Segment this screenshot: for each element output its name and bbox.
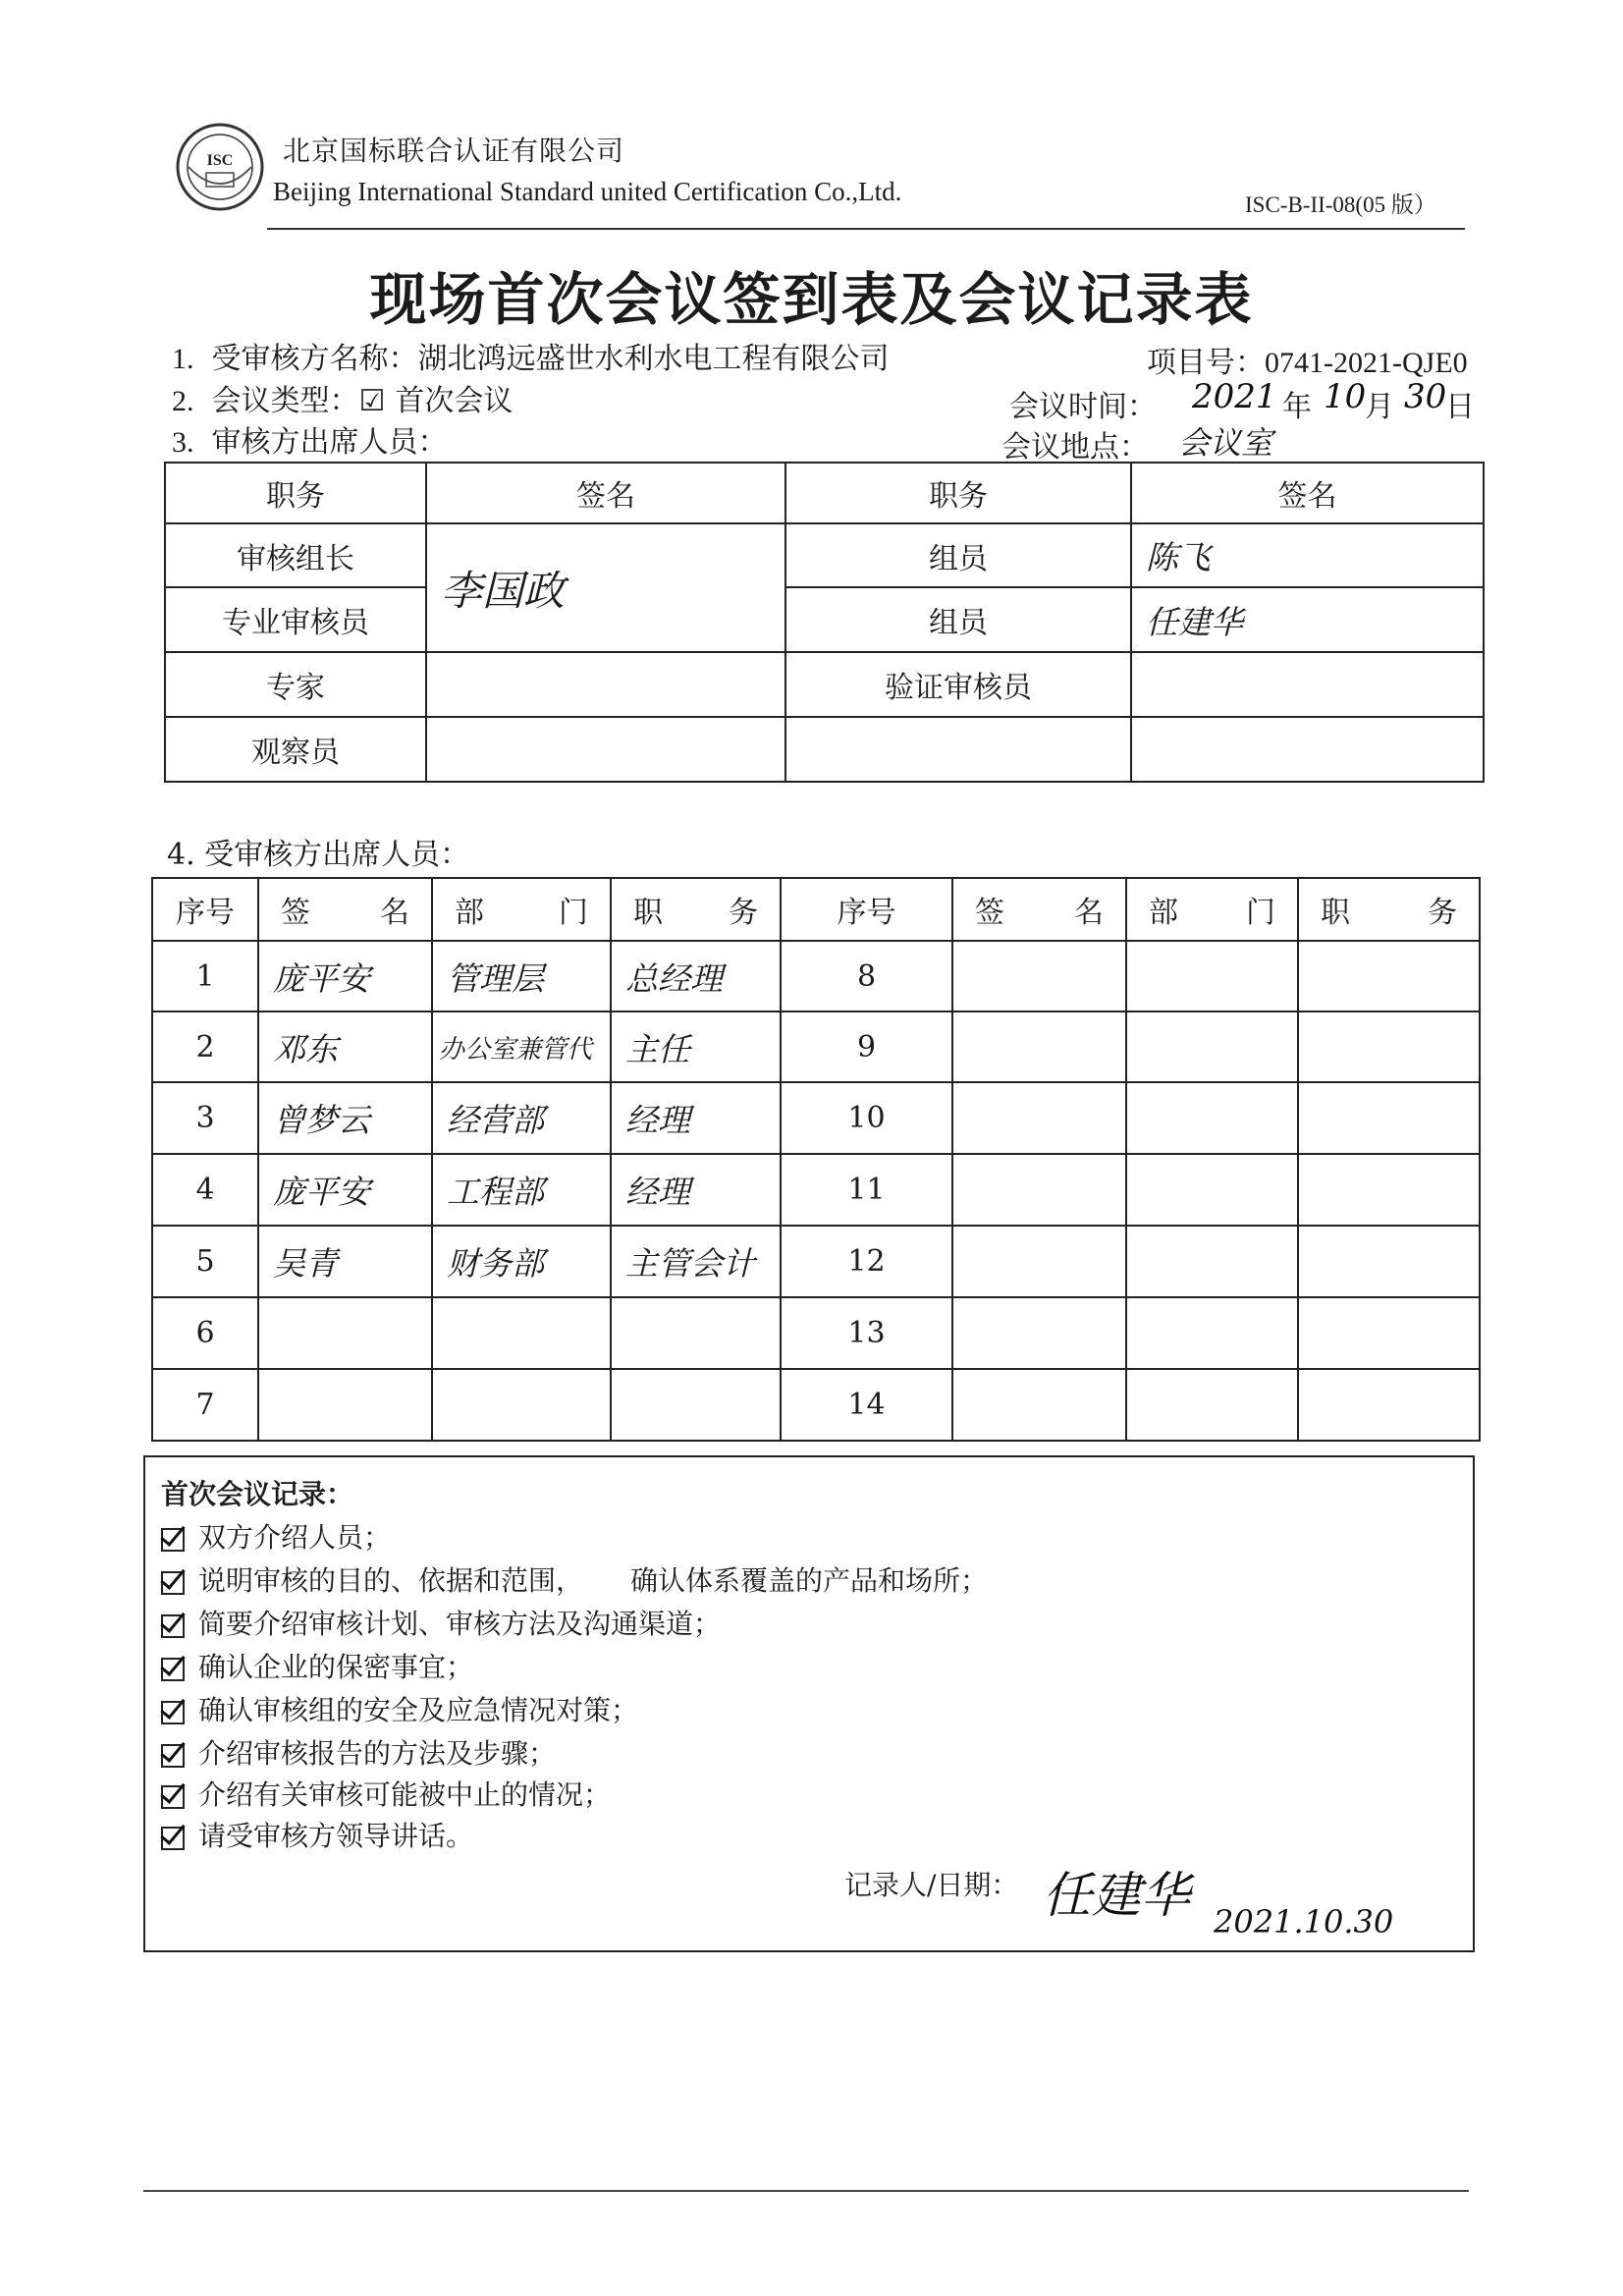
record-item-text: 介绍审核报告的方法及步骤； [198, 1737, 557, 1770]
meeting-place-handwritten: 会议室 [1178, 424, 1273, 462]
row-number: 1 [152, 941, 258, 1011]
auditee-name-line [172, 334, 890, 377]
auditee-name-value: 湖北鸿远盛世水利水电工程有限公司 [417, 342, 890, 376]
header-signature: 签 名 [952, 878, 1126, 941]
signature-cell [952, 1297, 1126, 1369]
signature-cell [1131, 652, 1484, 717]
header-department: 部 门 [432, 878, 611, 941]
company-name-en: Beijing International Standard united Certification Co.,Ltd. [273, 177, 902, 206]
role-cell: 主管会计 [611, 1226, 781, 1297]
department-cell [1126, 1082, 1298, 1154]
signature-cell [952, 941, 1126, 1011]
signature-cell [426, 717, 785, 782]
auditee-name-label: 受审核方名称： [211, 342, 418, 376]
role-cell: 验证审核员 [785, 652, 1131, 717]
record-item [161, 1603, 721, 1642]
meeting-day-handwritten: 30 [1404, 377, 1447, 416]
page-title: 现场首次会议签到表及会议记录表 [369, 266, 1254, 333]
role-cell: 主任 [611, 1011, 781, 1082]
signature-cell: 李国政 [426, 523, 785, 652]
header-signature: 签名 [426, 463, 785, 523]
record-item [161, 1516, 391, 1556]
month-unit: 月 [1365, 390, 1394, 424]
meeting-type-value: 首次会议 [395, 384, 514, 418]
checkbox-checked-icon [161, 1785, 185, 1809]
row-number: 6 [152, 1297, 258, 1369]
role-cell [1298, 1226, 1480, 1297]
meeting-time-line [1009, 382, 1157, 425]
footer-divider [143, 2190, 1469, 2192]
project-number-line [1147, 338, 1468, 381]
signature-cell: 任建华 [1131, 587, 1484, 652]
table-row [152, 1082, 1480, 1154]
record-item-text: 说明审核的目的、依据和范围， [198, 1564, 584, 1597]
role-cell [1298, 1369, 1480, 1441]
row-number: 5 [152, 1226, 258, 1297]
row-number: 14 [781, 1369, 952, 1441]
signature-cell: 庞平安 [258, 941, 432, 1011]
table-row [152, 941, 1480, 1011]
checkbox-checked-icon [161, 1658, 185, 1681]
role-cell [611, 1369, 781, 1441]
header-role: 职务 [785, 463, 1131, 523]
role-cell: 审核组长 [165, 523, 426, 587]
year-unit: 年 [1282, 390, 1312, 424]
record-item-text: 请受审核方领导讲话。 [198, 1820, 474, 1852]
recorder-label: 记录人/日期： [844, 1869, 1019, 1901]
company-name-cn: 北京国标联合认证有限公司 [283, 135, 625, 167]
row-number: 4 [152, 1154, 258, 1226]
department-cell [1126, 1297, 1298, 1369]
row-number: 9 [781, 1011, 952, 1082]
table-row [152, 1226, 1480, 1297]
day-unit: 日 [1445, 390, 1475, 424]
recorder-signature: 任建华 [1043, 1867, 1190, 1924]
role-cell: 组员 [785, 523, 1131, 587]
project-number-label: 项目号： [1147, 346, 1265, 380]
meeting-place-label: 会议地点： [1001, 430, 1149, 465]
signature-cell: 邓东 [258, 1011, 432, 1082]
signature-cell [1131, 717, 1484, 782]
row-number: 12 [781, 1226, 952, 1297]
company-logo [175, 122, 265, 212]
table-row [152, 1369, 1480, 1441]
table-row [165, 652, 1484, 717]
signature-cell [258, 1369, 432, 1441]
meeting-type-label: 会议类型： [211, 384, 359, 418]
row-number: 11 [781, 1154, 952, 1226]
header-role: 职务 [165, 463, 426, 523]
role-cell [1298, 1154, 1480, 1226]
record-item-extra-text: 确认体系覆盖的产品和场所； [630, 1564, 989, 1597]
project-number-value: 0741-2021-QJE0 [1265, 347, 1468, 379]
item-number: 1. [172, 343, 194, 375]
header-number: 序号 [781, 878, 952, 941]
role-cell: 经理 [611, 1082, 781, 1154]
table-row [165, 587, 1484, 652]
meeting-type-checkbox: ☑ [358, 384, 386, 418]
header-number: 序号 [152, 878, 258, 941]
header-signature: 签 名 [258, 878, 432, 941]
signature-cell [426, 652, 785, 717]
header-department: 部 门 [1126, 878, 1298, 941]
role-cell [1298, 1082, 1480, 1154]
role-cell: 专家 [165, 652, 426, 717]
checkbox-checked-icon [161, 1528, 185, 1552]
row-number: 3 [152, 1082, 258, 1154]
row-number: 10 [781, 1082, 952, 1154]
table-row [152, 1011, 1480, 1082]
record-item-text: 确认审核组的安全及应急情况对策； [198, 1694, 639, 1726]
svg-text:ISC: ISC [206, 152, 234, 169]
role-cell: 总经理 [611, 941, 781, 1011]
auditee-attendees-label: 4. 受审核方出席人员： [167, 838, 470, 872]
meeting-year-handwritten: 2021 [1192, 377, 1277, 416]
department-cell [432, 1369, 611, 1441]
header-divider [267, 228, 1465, 230]
department-cell: 工程部 [432, 1154, 611, 1226]
record-item-text: 介绍有关审核可能被中止的情况； [198, 1778, 612, 1811]
meeting-time-label: 会议时间： [1009, 390, 1157, 424]
row-number: 13 [781, 1297, 952, 1369]
record-item [161, 1815, 473, 1854]
auditee-attendance-table [151, 877, 1481, 1442]
signature-cell: 陈飞 [1131, 523, 1484, 587]
auditor-attendees-line [172, 417, 448, 461]
checkbox-checked-icon [161, 1571, 185, 1595]
signature-cell [952, 1082, 1126, 1154]
role-cell [785, 717, 1131, 782]
checkbox-checked-icon [161, 1701, 185, 1724]
checkbox-checked-icon [161, 1744, 185, 1768]
role-cell: 经理 [611, 1154, 781, 1226]
department-cell: 经营部 [432, 1082, 611, 1154]
row-number: 8 [781, 941, 952, 1011]
signature-cell: 庞平安 [258, 1154, 432, 1226]
recorder-date: 2021.10.30 [1214, 1903, 1394, 1941]
department-cell [1126, 1369, 1298, 1441]
signature-cell: 吴青 [258, 1226, 432, 1297]
header-role: 职 务 [611, 878, 781, 941]
department-cell [1126, 941, 1298, 1011]
role-cell [1298, 941, 1480, 1011]
signature-cell [952, 1226, 1126, 1297]
document-code: ISC-B-II-08(05 版） [1245, 192, 1436, 217]
meeting-record-title: 首次会议记录： [161, 1478, 354, 1510]
role-cell [1298, 1011, 1480, 1082]
record-item-text: 双方介绍人员； [198, 1521, 392, 1554]
table-header-row [152, 878, 1480, 941]
role-cell: 观察员 [165, 717, 426, 782]
department-cell [1126, 1011, 1298, 1082]
table-row [152, 1154, 1480, 1226]
department-cell [432, 1297, 611, 1369]
signature-cell [952, 1154, 1126, 1226]
record-item [161, 1774, 611, 1813]
record-item [161, 1646, 473, 1685]
signature-cell [952, 1369, 1126, 1441]
record-item-text: 确认企业的保密事宜； [198, 1651, 474, 1683]
meeting-month-handwritten: 10 [1324, 377, 1367, 416]
role-cell [1298, 1297, 1480, 1369]
item-number: 2. [172, 385, 194, 417]
header-role: 职 务 [1298, 878, 1480, 941]
table-row [152, 1297, 1480, 1369]
signature-cell [952, 1011, 1126, 1082]
department-cell: 管理层 [432, 941, 611, 1011]
checkbox-checked-icon [161, 1614, 185, 1638]
department-cell: 财务部 [432, 1226, 611, 1297]
auditor-attendance-table [164, 462, 1485, 783]
header-signature: 签名 [1131, 463, 1484, 523]
row-number: 7 [152, 1369, 258, 1441]
role-cell: 组员 [785, 587, 1131, 652]
role-cell: 专业审核员 [165, 587, 426, 652]
record-item [161, 1689, 638, 1728]
checkbox-checked-icon [161, 1827, 185, 1850]
table-row [165, 523, 1484, 587]
item-number: 3. [172, 426, 194, 459]
department-cell [1126, 1226, 1298, 1297]
role-cell [611, 1297, 781, 1369]
auditor-attendees-label: 审核方出席人员： [211, 425, 448, 460]
record-item [161, 1559, 988, 1599]
record-item-text: 简要介绍审核计划、审核方法及沟通渠道； [198, 1608, 722, 1640]
department-cell: 办公室兼管代 [432, 1011, 611, 1082]
record-item [161, 1732, 556, 1772]
signature-cell [258, 1297, 432, 1369]
table-row [165, 717, 1484, 782]
table-header-row [165, 463, 1484, 523]
department-cell [1126, 1154, 1298, 1226]
meeting-type-line [172, 376, 513, 419]
row-number: 2 [152, 1011, 258, 1082]
signature-cell: 曾梦云 [258, 1082, 432, 1154]
